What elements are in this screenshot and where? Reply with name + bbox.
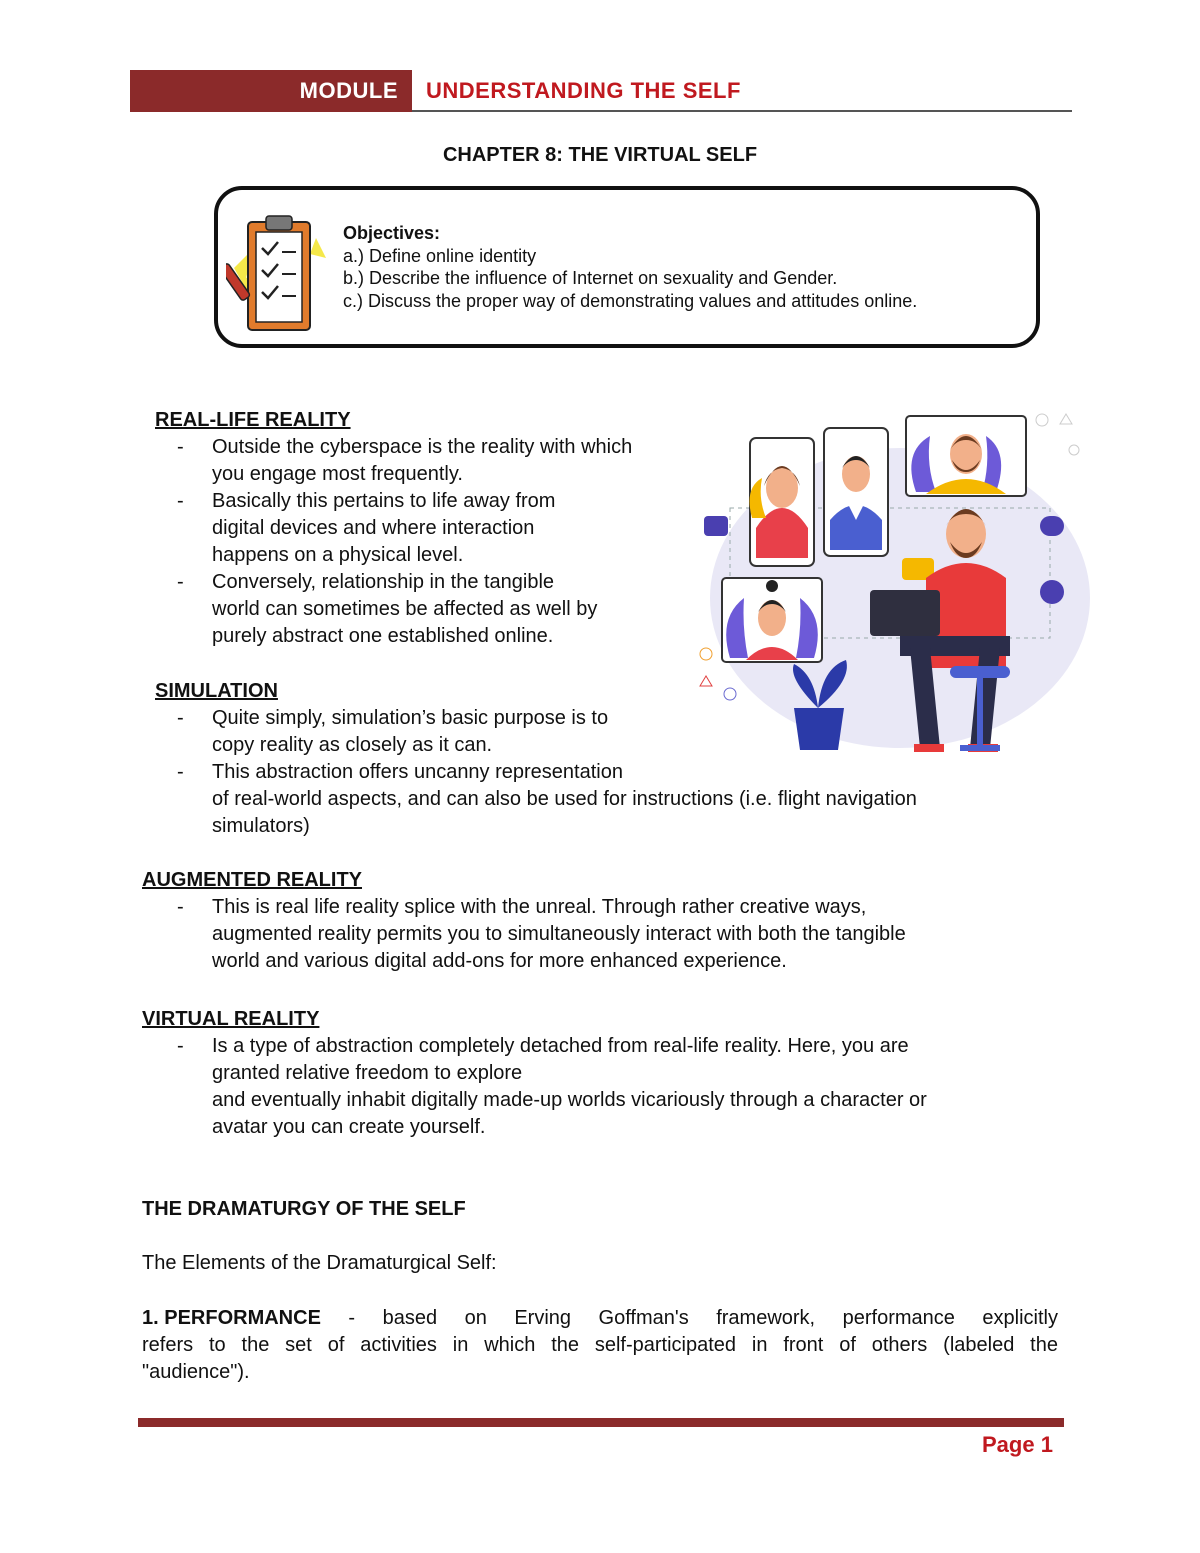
list-item: purely abstract one established online. [212,625,554,647]
footer-divider [138,1418,1064,1427]
list-item: This abstraction offers uncanny representation [212,761,623,783]
dramaturgy-intro: The Elements of the Dramaturgical Self: [142,1252,497,1274]
list-item: granted relative freedom to explore [212,1062,523,1084]
list-item: Quite simply, simulation’s basic purpose is to [212,707,609,729]
list-item: world can sometimes be affected as well by [212,598,598,620]
list-item: world and various digital add-ons for more enhanced experience. [212,950,787,972]
list-item: happens on a physical level. [212,544,464,566]
heading-dramaturgy: THE DRAMATURGY OF THE SELF [142,1198,466,1220]
performance-label: 1. PERFORMANCE [142,1307,321,1329]
header-divider [412,110,1072,112]
paragraph-line: "audience"). [142,1361,250,1383]
list-item: avatar you can create yourself. [212,1116,486,1138]
list-item: Is a type of abstraction completely detached from real-life reality. Here, you are [212,1035,909,1057]
objective-item: a.) Define online identity [343,245,537,266]
clipboard-checklist-icon [226,208,336,336]
list-item: This is real life reality splice with the unreal. Through rather creative ways, [212,896,867,918]
performance-paragraph [142,1305,1058,1386]
objective-item: b.) Describe the influence of Internet on sexuality and Gender. [343,268,838,288]
list-item: copy reality as closely as it can. [212,734,493,756]
page-number: Page 1 [982,1432,1053,1457]
heading-virtual-reality: VIRTUAL REALITY [142,1008,320,1030]
list-item: Outside the cyberspace is the reality with which [212,436,633,458]
header-module-title: UNDERSTANDING THE SELF [426,78,741,103]
chapter-title: CHAPTER 8: THE VIRTUAL SELF [442,144,758,166]
objectives-title: Objectives: [343,223,441,243]
objectives-content [343,222,917,312]
heading-augmented-reality: AUGMENTED REALITY [142,869,362,891]
list-item: Conversely, relationship in the tangible [212,571,555,593]
objective-item: c.) Discuss the proper way of demonstrating values and attitudes online. [343,290,918,311]
list-item: you engage most frequently. [212,463,463,485]
list-item: digital devices and where interaction [212,517,535,539]
heading-real-life-reality: REAL-LIFE REALITY [155,409,351,431]
paragraph-line: - based on Erving Goffman's framework, performance explicitly [320,1307,1058,1329]
list-item: augmented reality permits you to simultaneously interact with both the tangible [212,923,906,945]
paragraph-line: refers to the set of activities in which the self-participated in front of others (labeled the [142,1334,1058,1356]
list-item: and eventually inhabit digitally made-up worlds vicariously through a character or [212,1089,927,1111]
header-module-label: MODULE [299,78,398,103]
list-item: Basically this pertains to life away from [212,490,556,512]
heading-simulation: SIMULATION [155,680,278,702]
list-item: of real-world aspects, and can also be used for instructions (i.e. flight navigation [212,788,917,810]
virtual-meeting-illustration [690,408,1090,760]
list-item: simulators) [212,815,310,837]
